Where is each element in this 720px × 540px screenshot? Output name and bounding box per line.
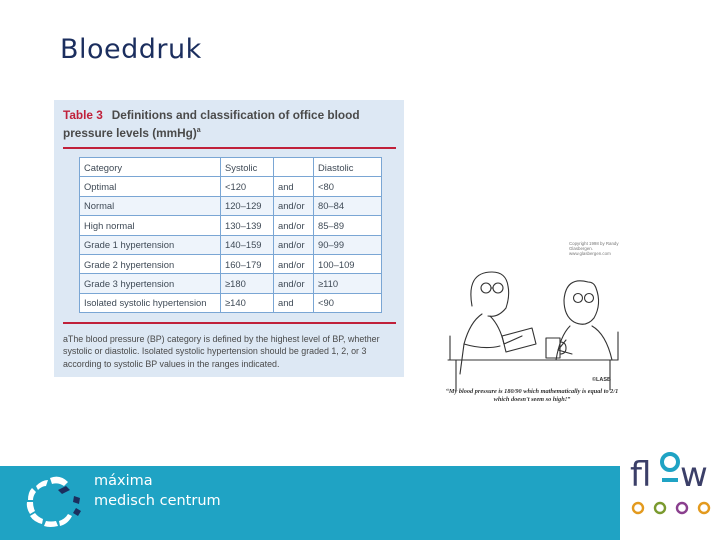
table-cell: <90 [314,293,382,312]
table-cell: and/or [274,235,314,254]
table-cell: and/or [274,254,314,273]
top-rule [63,147,396,149]
table-cell: ≥140 [221,293,274,312]
table-cell: 100–109 [314,254,382,273]
table-row [80,196,382,215]
table-cell: and/or [274,216,314,235]
table-cell: 80–84 [314,196,382,215]
bp-table [79,157,382,313]
slide-title: Bloeddruk [60,34,202,65]
blood-pressure-cartoon [442,236,620,414]
table-cell: ≥180 [221,274,274,293]
table-cell: and [274,177,314,196]
table-cell: ≥110 [314,274,382,293]
table-cell: Grade 3 hypertension [80,274,221,293]
table-row [80,216,382,235]
table-row [80,293,382,312]
table-cell: 90–99 [314,235,382,254]
organization-name [94,471,221,511]
table-heading-text: Definitions and classification of office blood pressure levels (mmHg) [63,108,360,140]
table-cell: Grade 2 hypertension [80,254,221,273]
cartoon-signature: ©LASB [592,377,612,383]
table-cell: 85–89 [314,216,382,235]
table-cell: and/or [274,274,314,293]
table-cell: Normal [80,196,221,215]
table-row [80,254,382,273]
table-header-row [80,158,382,177]
table-cell: 140–159 [221,235,274,254]
table-cell: High normal [80,216,221,235]
table-row [80,235,382,254]
table-cell: <80 [314,177,382,196]
table-cell: <120 [221,177,274,196]
table-cell: Isolated systolic hypertension [80,293,221,312]
table-cell: and/or [274,196,314,215]
table-cell: 120–129 [221,196,274,215]
table-heading [63,107,398,141]
table-row [80,177,382,196]
flow-logo-icon [628,450,716,528]
table-cell: and [274,293,314,312]
col-header: Systolic [221,158,274,177]
cartoon-copyright: Copyright 1998 by Randy Glasbergen. www.glasbergen.com [569,241,619,256]
footer-banner [0,466,620,540]
bottom-rule [63,322,396,324]
bp-classification-table-image [54,100,404,377]
table-row [80,274,382,293]
svg-text:fl: fl [630,455,652,495]
organization-name-line2: medisch centrum [94,493,221,509]
col-header [274,158,314,177]
table-cell: 160–179 [221,254,274,273]
col-header: Category [80,158,221,177]
col-header: Diastolic [314,158,382,177]
table-cell: Optimal [80,177,221,196]
organization-name-line1: máxima [94,473,153,489]
table-footnote: aThe blood pressure (BP) category is defined by the highest level of BP, whether systolic or diastolic. Isolated systolic hypertension should be graded 1, 2, or 3 according to systolic BP values in the ranges indicated. [63,334,380,369]
svg-text:w: w [680,455,708,495]
table-cell: 130–139 [221,216,274,235]
table-number: Table 3 [63,108,103,122]
table-cell: Grade 1 hypertension [80,235,221,254]
maxima-logo-icon [22,472,86,532]
cartoon-caption: “My blood pressure is 180/90 which mathematically is equal to 2/1 which doesn't seem so high!” [445,388,619,403]
table-heading-footnote-mark: a [196,127,201,134]
